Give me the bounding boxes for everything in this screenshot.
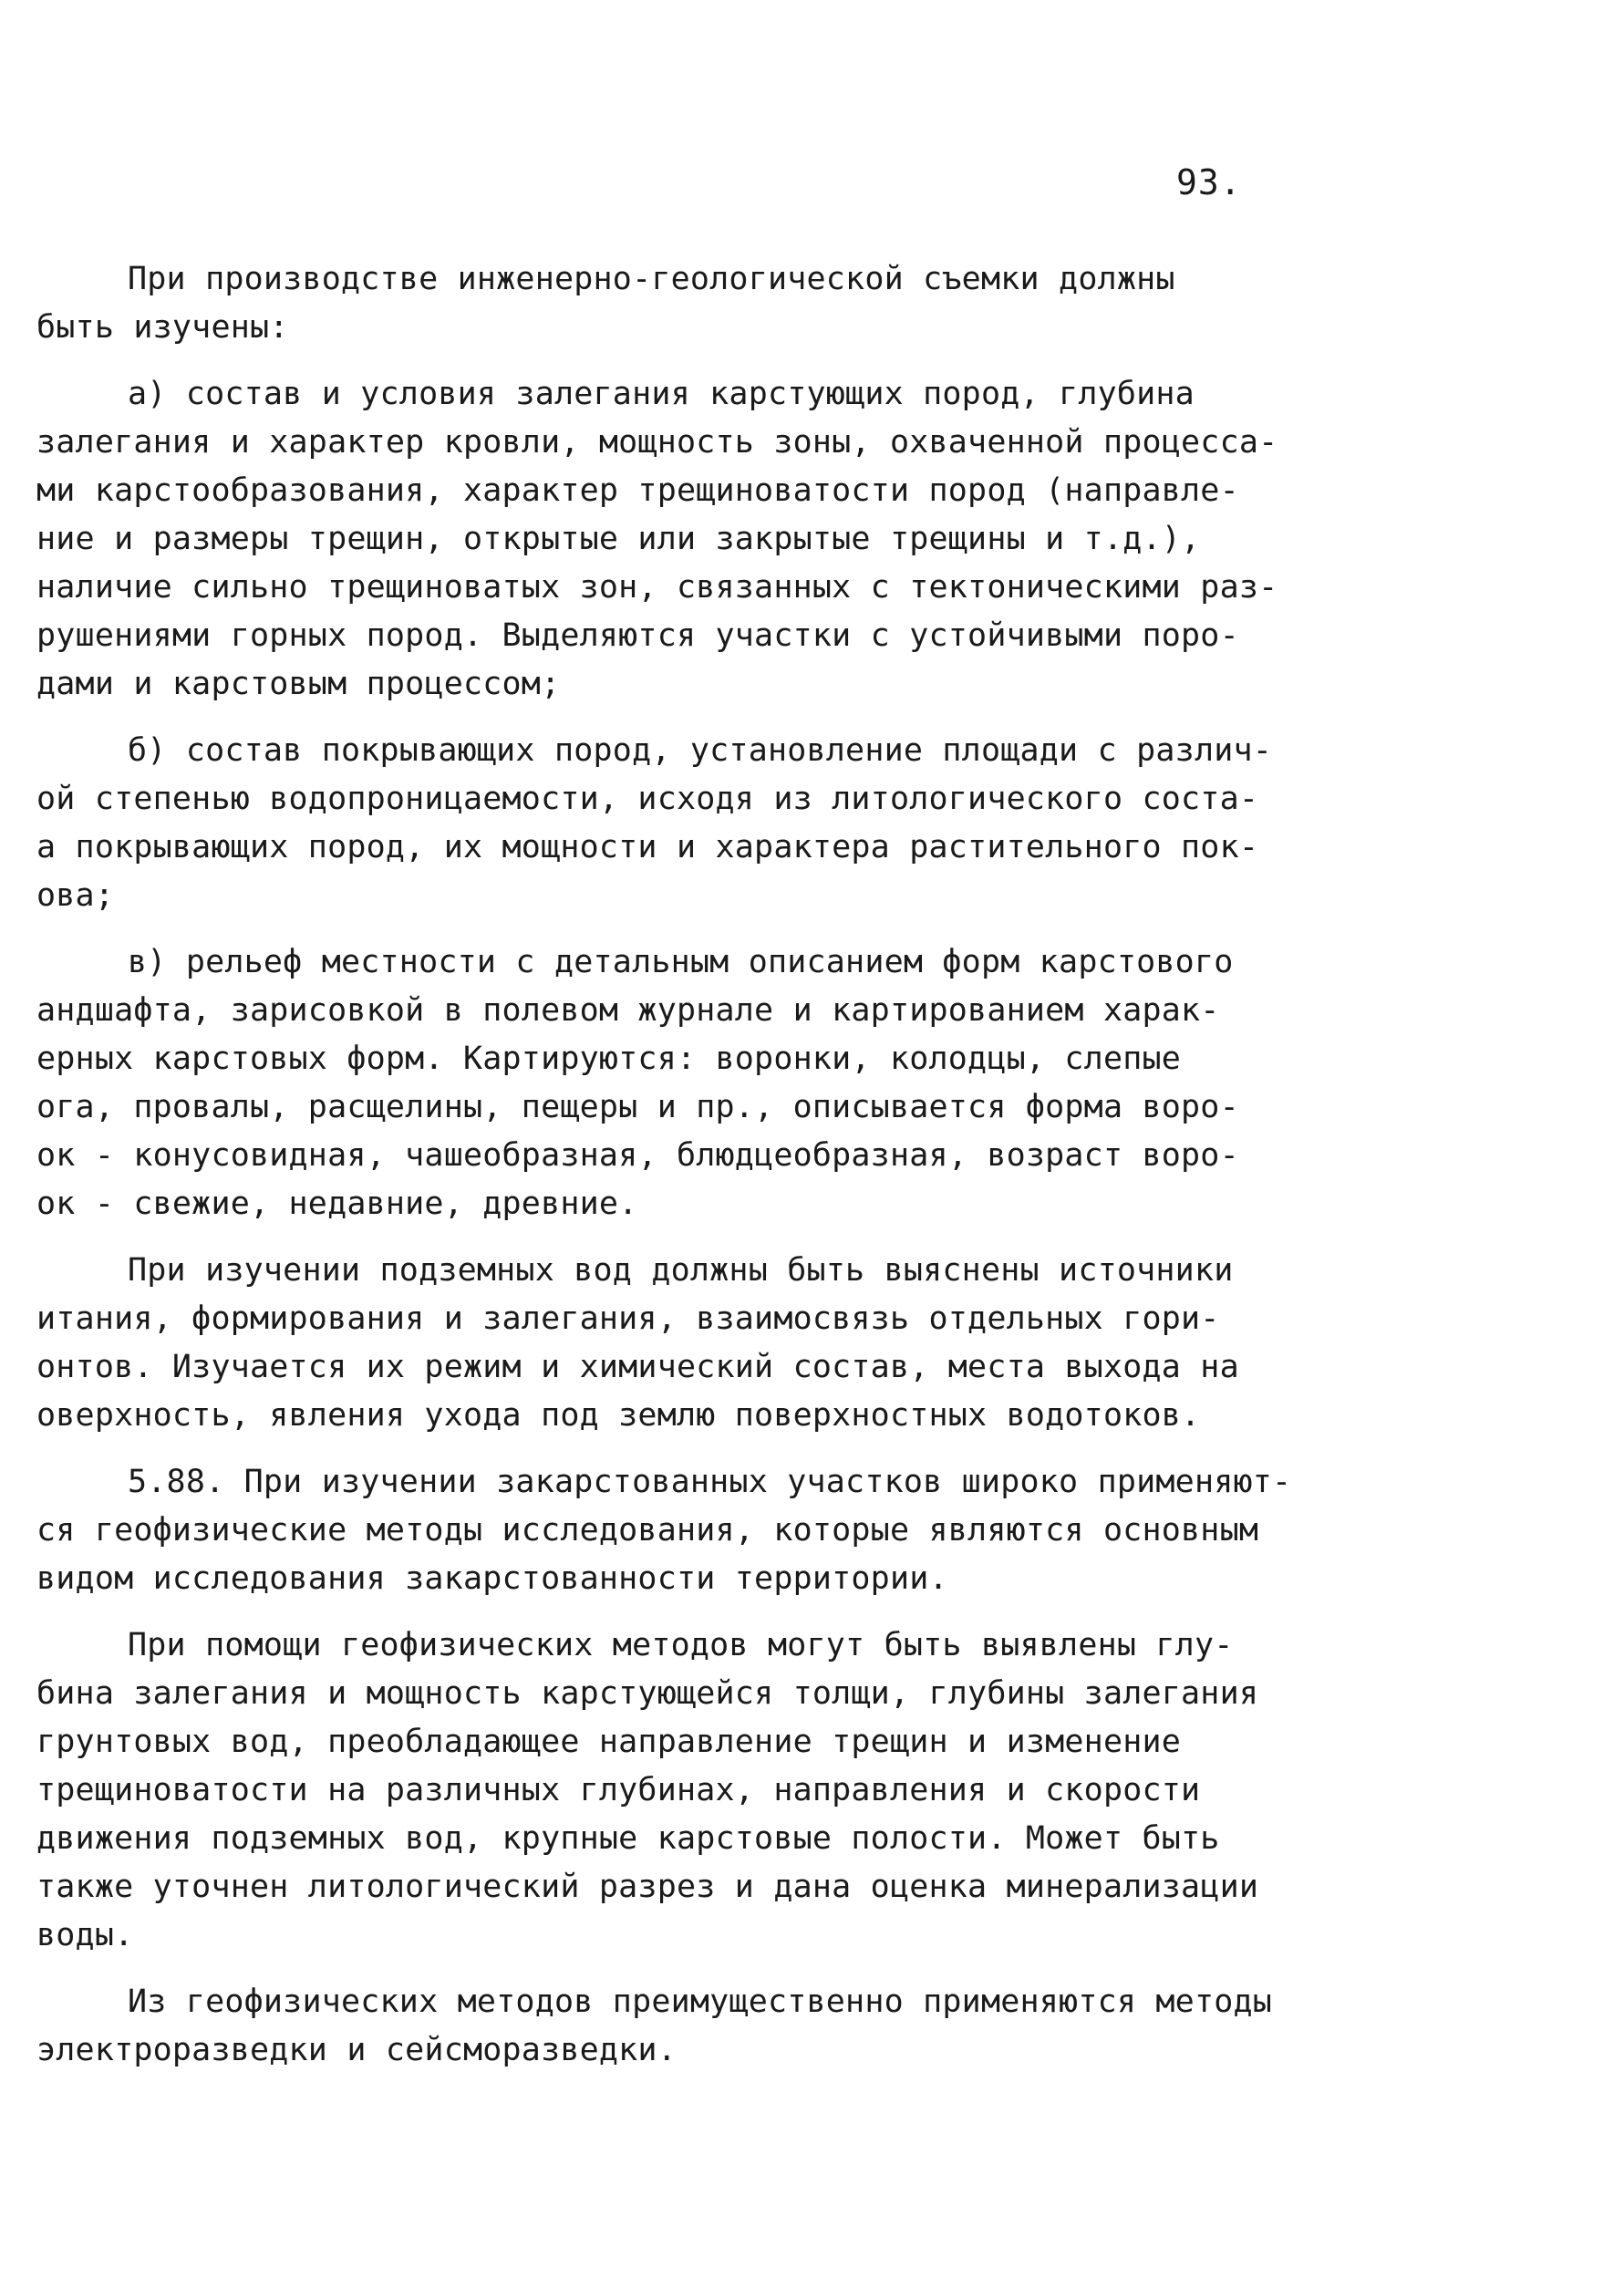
text-line: ерных карстовых форм. Картируются: воронки, колодцы, слепые <box>36 1041 1182 1077</box>
paragraph <box>36 727 1331 920</box>
text-line: залегания и характер кровли, мощность зоны, охваченной процесса- <box>36 424 1278 461</box>
page-number: 93. <box>1176 162 1242 202</box>
text-line: ся геофизические методы исследования, которые являются основным <box>36 1512 1259 1549</box>
text-line: рушениями горных пород. Выделяются участки с устойчивыми поро- <box>36 617 1239 654</box>
text-line: а покрывающих пород, их мощности и характера растительного пок- <box>36 829 1259 865</box>
text-line: При помощи геофизических методов могут быть выявлены глу- <box>128 1627 1234 1663</box>
paragraph <box>36 255 1331 352</box>
paragraph <box>36 1458 1331 1603</box>
paragraph <box>36 1621 1331 1960</box>
text-line: При производстве инженерно-геологической съемки должны <box>128 261 1175 297</box>
text-line: При изучении подземных вод должны быть выяснены источники <box>128 1252 1234 1289</box>
text-line: электроразведки и сейсморазведки. <box>36 2032 677 2068</box>
text-line: ок - конусовидная, чашеобразная, блюдцеобразная, возраст воро- <box>36 1137 1239 1174</box>
text-line: ми карстообразования, характер трещиноватости пород (направле- <box>36 472 1239 509</box>
text-line: итания, формирования и залегания, взаимосвязь отдельных гори- <box>36 1300 1220 1337</box>
text-line: бина залегания и мощность карстующейся толщи, глубины залегания <box>36 1675 1259 1712</box>
text-line: 5.88. При изучении закарстованных участков широко применяют- <box>128 1464 1292 1500</box>
text-line: ой степенью водопроницаемости, исходя из литологического соста- <box>36 781 1259 817</box>
text-line: оверхность, явления ухода под землю поверхностных водотоков. <box>36 1397 1201 1434</box>
paragraph <box>36 1978 1331 2075</box>
text-line: ние и размеры трещин, открытые или закрытые трещины и т.д.), <box>36 521 1201 557</box>
text-body <box>36 255 1331 2075</box>
text-line: Из геофизических методов преимущественно применяются методы <box>128 1984 1273 2020</box>
text-line: в) рельеф местности с детальным описанием форм карстового <box>128 944 1234 980</box>
paragraph <box>36 938 1331 1228</box>
text-line: б) состав покрывающих пород, установление площади с различ- <box>128 732 1273 769</box>
text-line: андшафта, зарисовкой в полевом журнале и картированием харак- <box>36 992 1220 1029</box>
text-line: грунтовых вод, преобладающее направление трещин и изменение <box>36 1724 1182 1760</box>
text-line: дами и карстовым процессом; <box>36 666 561 702</box>
paragraph <box>36 370 1331 709</box>
text-line: также уточнен литологический разрез и дана оценка минерализации <box>36 1869 1259 1905</box>
text-line: наличие сильно трещиноватых зон, связанных с тектоническими раз- <box>36 569 1278 606</box>
text-line: ова; <box>36 877 115 914</box>
text-line: воды. <box>36 1917 134 1953</box>
text-line: движения подземных вод, крупные карстовые полости. Может быть <box>36 1820 1220 1857</box>
text-line: ок - свежие, недавние, древние. <box>36 1186 638 1222</box>
text-line: трещиноватости на различных глубинах, направления и скорости <box>36 1772 1201 1808</box>
text-line: видом исследования закарстованности территории. <box>36 1560 948 1597</box>
text-line: быть изучены: <box>36 309 289 346</box>
text-line: ога, провалы, расщелины, пещеры и пр., описывается форма воро- <box>36 1089 1239 1125</box>
paragraph <box>36 1247 1331 1440</box>
text-line: онтов. Изучается их режим и химический состав, места выхода на <box>36 1349 1239 1385</box>
text-line: а) состав и условия залегания карстующих пород, глубина <box>128 376 1195 412</box>
